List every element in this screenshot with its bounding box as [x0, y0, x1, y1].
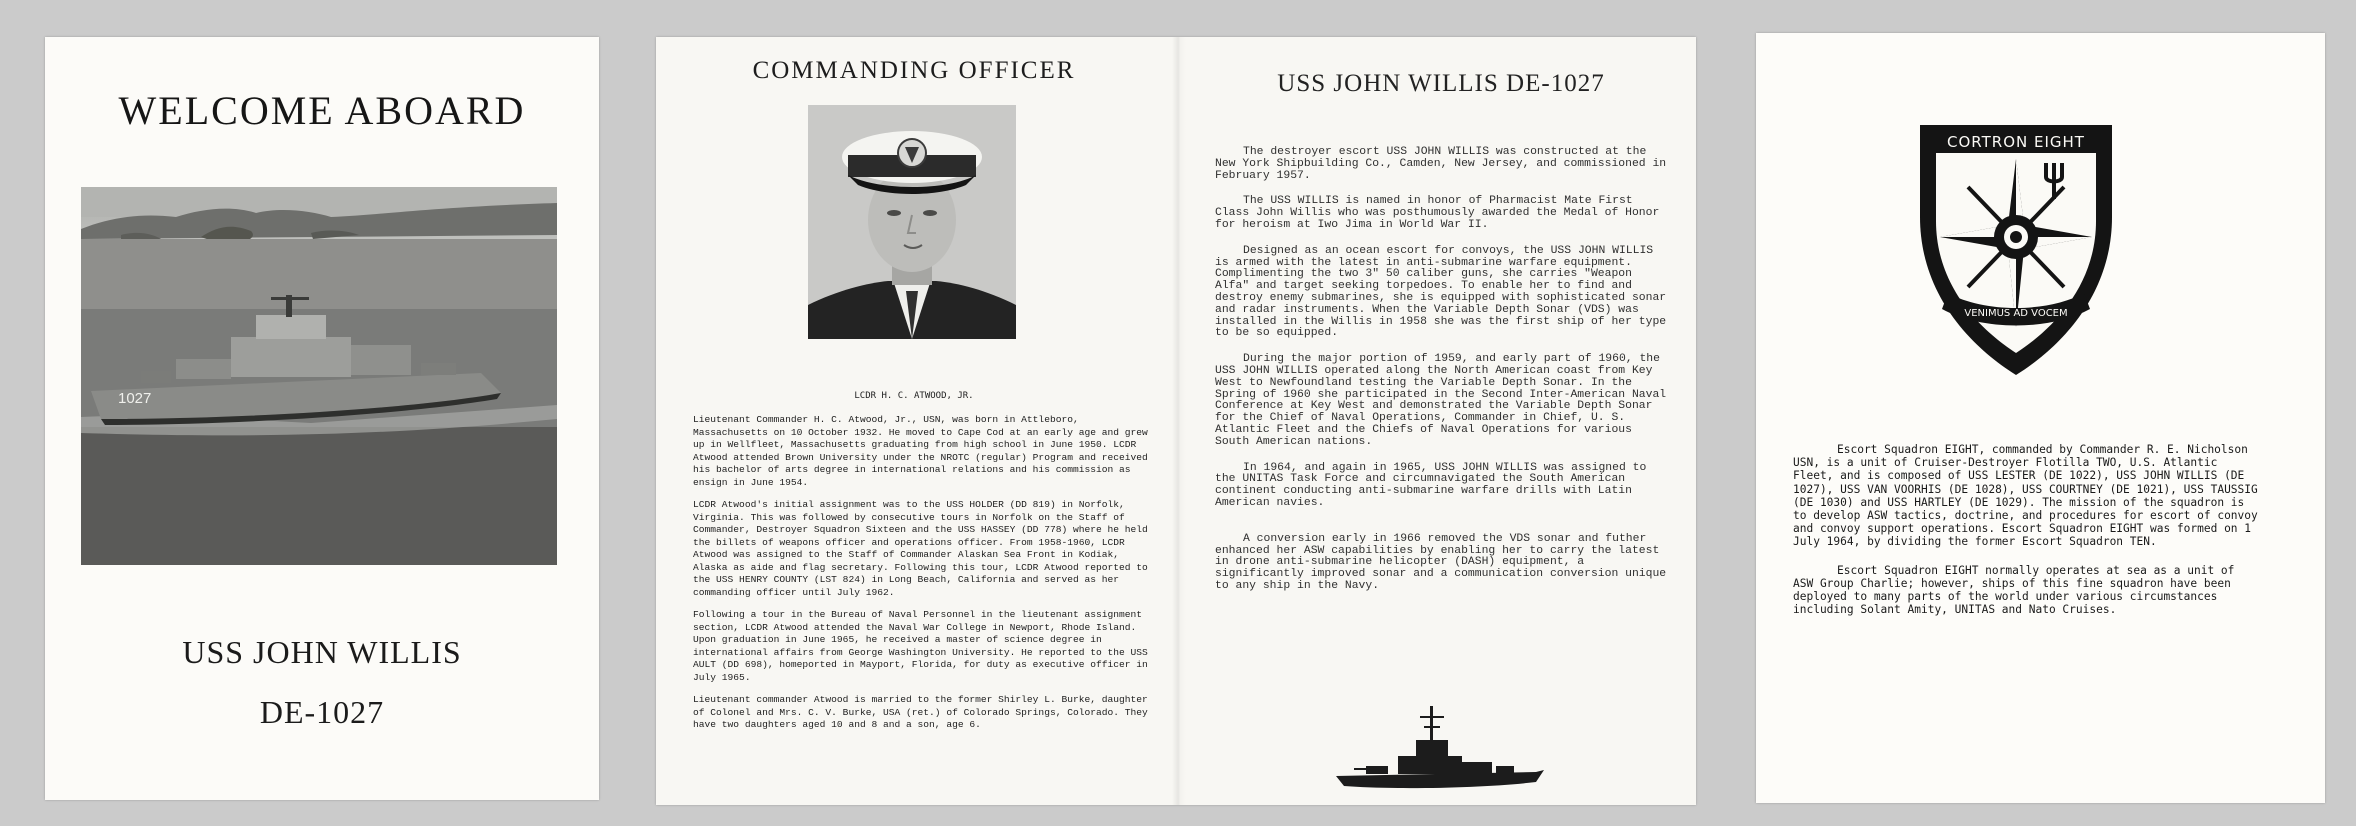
- officer-portrait: [808, 105, 1016, 339]
- ship-history: [1215, 147, 1671, 607]
- history-paragraph: The destroyer escort USS JOHN WILLIS was constructed at the New York Shipbuilding Co., Camden, New Jersey, and commissioned in February 1957.: [1215, 146, 1667, 182]
- bio-paragraph: Lieutenant Commander H. C. Atwood, Jr., USN, was born in Attleboro, Massachusetts on 10 October 1932. He moved to Cape Cod at an early age and grew up in Wellfleet, Massachusetts graduating from high school in June 1950. LCDR Atwood attended Brown University under the NROTC (regular) Program and received his bachelor of arts degree in international relations and his commission as ensign in June 1954.: [693, 414, 1148, 488]
- cover-page: [45, 37, 599, 800]
- center-fold: [1172, 37, 1186, 805]
- insignia-motto: VENIMUS AD VOCEM: [1964, 308, 2068, 319]
- ship-photograph: [81, 187, 557, 565]
- inside-spread: [656, 37, 1696, 805]
- squadron-description: [1793, 443, 2261, 631]
- bio-paragraph: Lieutenant commander Atwood is married to the former Shirley L. Burke, daughter of Colonel and Mrs. C. V. Burke, USA (ret.) of Colorado Springs, Colorado. They have two daughters aged 10 and 8 and a son, age 6.: [693, 694, 1148, 730]
- history-paragraph: In 1964, and again in 1965, USS JOHN WILLIS was assigned to the UNITAS Task Force and circumnavigated the South American continent conducting anti-submarine warfare drills with Latin American navies.: [1215, 461, 1647, 509]
- squadron-paragraph: Escort Squadron EIGHT, commanded by Commander R. E. Nicholson USN, is a unit of Cruiser-Destroyer Flotilla TWO, U.S. Atlantic Fleet, and is composed of USS LESTER (DE 1022), USS JOHN WILLIS (DE 1027), USS VAN VOORHIS (DE 1028), USS COURTNEY (DE 1021), USS TAUSSIG (DE 1030) and USS HARTLEY (DE 1029). The mission of the squadron is to develop ASW tactics, doctrine, and procedures for escort of convoy and convoy support operations. Escort Squadron EIGHT was formed on 1 July 1964, by dividing the former Escort Squadron TEN.: [1793, 443, 2258, 549]
- history-paragraph: A conversion early in 1966 removed the VDS sonar and futher enhanced her ASW capabilities by enabling her to carry the latest in drone anti-submarine helicopter (DASH) equipment, a significantly improved sonar and a communication conversion unique to any ship in the Navy.: [1215, 532, 1667, 592]
- officer-caption: LCDR H. C. ATWOOD, JR.: [854, 391, 974, 401]
- squadron-page: [1756, 33, 2325, 803]
- history-paragraph: Designed as an ocean escort for convoys, the USS JOHN WILLIS is armed with the latest in anti-submarine warfare equipment. Complimenting the two 3" 50 caliber guns, she carries "Weapon Alfa" and target seeking torpedoes. To enable her to find and destroy enemy submarines, she is equipped with sophisticated sonar and radar instruments. When the Variable Depth Sonar (VDS) was installed in the Willis in 1958 she was the first ship of her type to be so equipped.: [1215, 244, 1667, 340]
- cortron-eight-insignia-icon: [1914, 117, 2118, 379]
- history-paragraph: During the major portion of 1959, and early part of 1960, the USS JOHN WILLIS operated along the North American coast from Key West to Newfoundland testing the Variable Depth Sonar. In the Spring of 1960 she participated in the Second Inter-American Naval Conference at Key West and demonstrated the Variable Depth Sonar for the Chief of Naval Operations, Commander in Chief, U. S. Atlantic Fleet and the Chiefs of Naval Operations for various South American nations.: [1215, 353, 1667, 448]
- insignia-banner: CORTRON EIGHT: [1947, 133, 2085, 151]
- squadron-paragraph: Escort Squadron EIGHT normally operates at sea as a unit of ASW Group Charlie; however, ships of this fine squadron have been deployed to many parts of the world under various circumstances including Solant Amity, UNITAS and Nato Cruises.: [1793, 563, 2235, 617]
- welcome-title: WELCOME ABOARD: [118, 88, 526, 133]
- ship-name: USS JOHN WILLIS: [182, 634, 462, 670]
- ship-history-heading: USS JOHN WILLIS DE-1027: [1277, 70, 1605, 97]
- hull-number-marking: 1027: [118, 390, 152, 407]
- commanding-officer-heading: COMMANDING OFFICER: [752, 57, 1076, 84]
- bio-paragraph: Following a tour in the Bureau of Naval Personnel in the lieutenant assignment section, LCDR Atwood attended the Naval War College in Newport, Rhode Island. Upon graduation in June 1965, he received a master of science degree in international affairs from George Washington University. He reported to the USS AULT (DD 698), homeported in Mayport, Florida, for duty as executive officer in July 1965.: [693, 609, 1148, 683]
- history-paragraph: The USS WILLIS is named in honor of Pharmacist Mate First Class John Willis who was posthumously awarded the Medal of Honor for heroism at Iwo Jima in World War II.: [1215, 195, 1660, 231]
- hull-number: DE-1027: [259, 694, 385, 730]
- bio-paragraph: LCDR Atwood's initial assignment was to the USS HOLDER (DD 819) in Norfolk, Virginia. This was followed by consecutive tours in Norfolk on the Staff of Commander, Destroyer Squadron Sixteen and the USS HASSEY (DD 778) where he held the billets of weapons officer and operations officer. From 1958-1960, LCDR Atwood was assigned to the Staff of Commander Alaskan Sea Front in Kodiak, Alaska as aide and flag secretary. Following this tour, LCDR Atwood reported to the USS HENRY COUNTY (LST 824) in Long Beach, California and served as her commanding officer until July 1962.: [693, 499, 1148, 598]
- officer-biography: [693, 414, 1153, 742]
- ship-silhouette-icon: [1336, 700, 1546, 805]
